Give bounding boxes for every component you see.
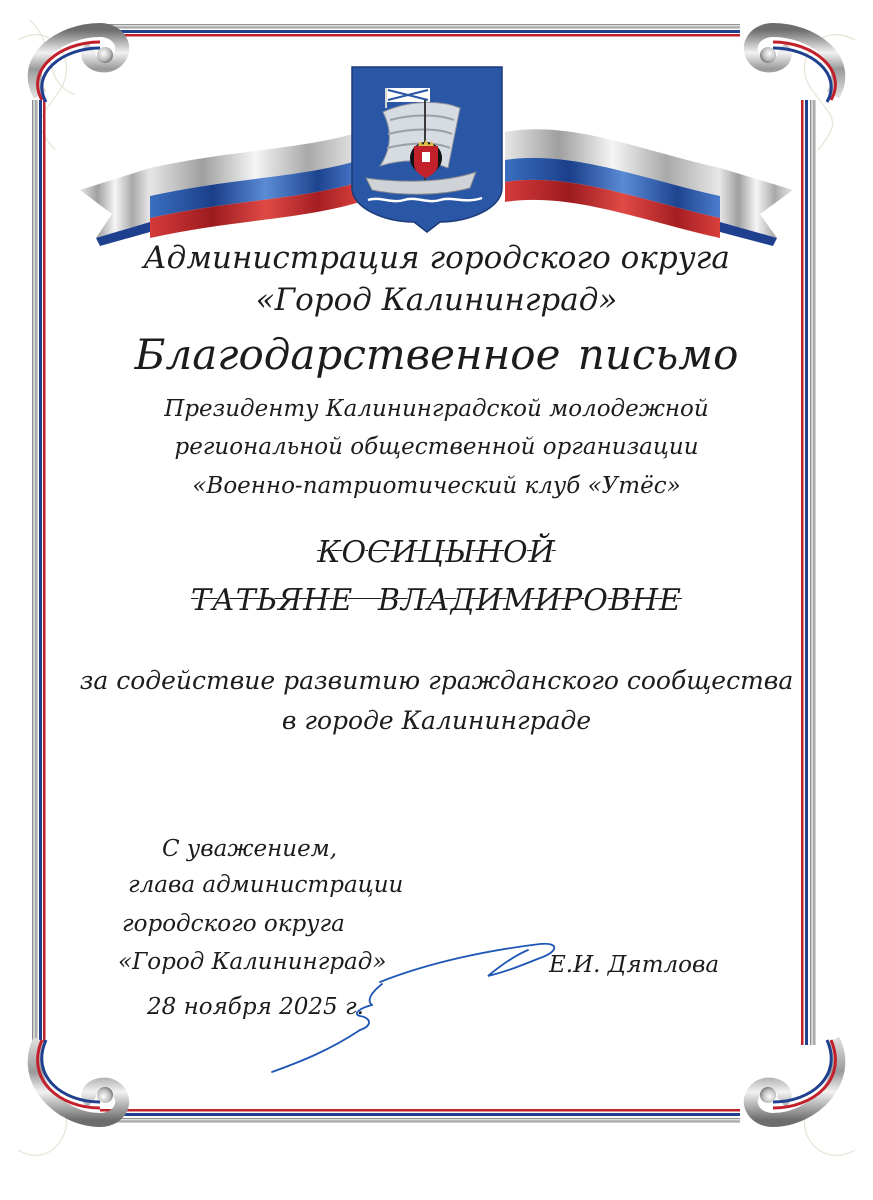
closing-regards: С уважением, [162,836,338,862]
recipient-line-1: Президенту Калининградской молодежной [164,396,709,422]
reason-line-1: за содействие развитию гражданского сообщества [79,666,794,695]
reason-line-2: в городе Калининграде [281,706,592,735]
signer-position-1: глава администрации [128,872,404,898]
corner-scroll-top-right [751,30,839,102]
recipient-given-names: ТАТЬЯНЕ ВЛАДИМИРОВНЕ [191,583,682,618]
signer-position-2: городского округа [122,911,345,937]
signer-name: Е.И. Дятлова [549,952,720,978]
document-title: Благодарственное письмо [134,330,739,379]
city-name: «Город Калининград» [255,282,618,318]
corner-scroll-bottom-right [751,1040,839,1120]
corner-scroll-top-left [35,30,123,102]
recipient-line-2: региональной общественной организации [174,434,699,460]
kaliningrad-coat-of-arms-icon [352,67,502,232]
recipient-surname: КОСИЦЫНОЙ [317,535,556,570]
issue-date: 28 ноября 2025 г. [147,994,364,1020]
administration-title: Администрация городского округа [143,240,730,276]
recipient-line-3: «Военно-патриотический клуб «Утёс» [192,473,681,499]
corner-scroll-bottom-left [35,1040,123,1120]
signer-position-3: «Город Калининград» [118,949,387,975]
